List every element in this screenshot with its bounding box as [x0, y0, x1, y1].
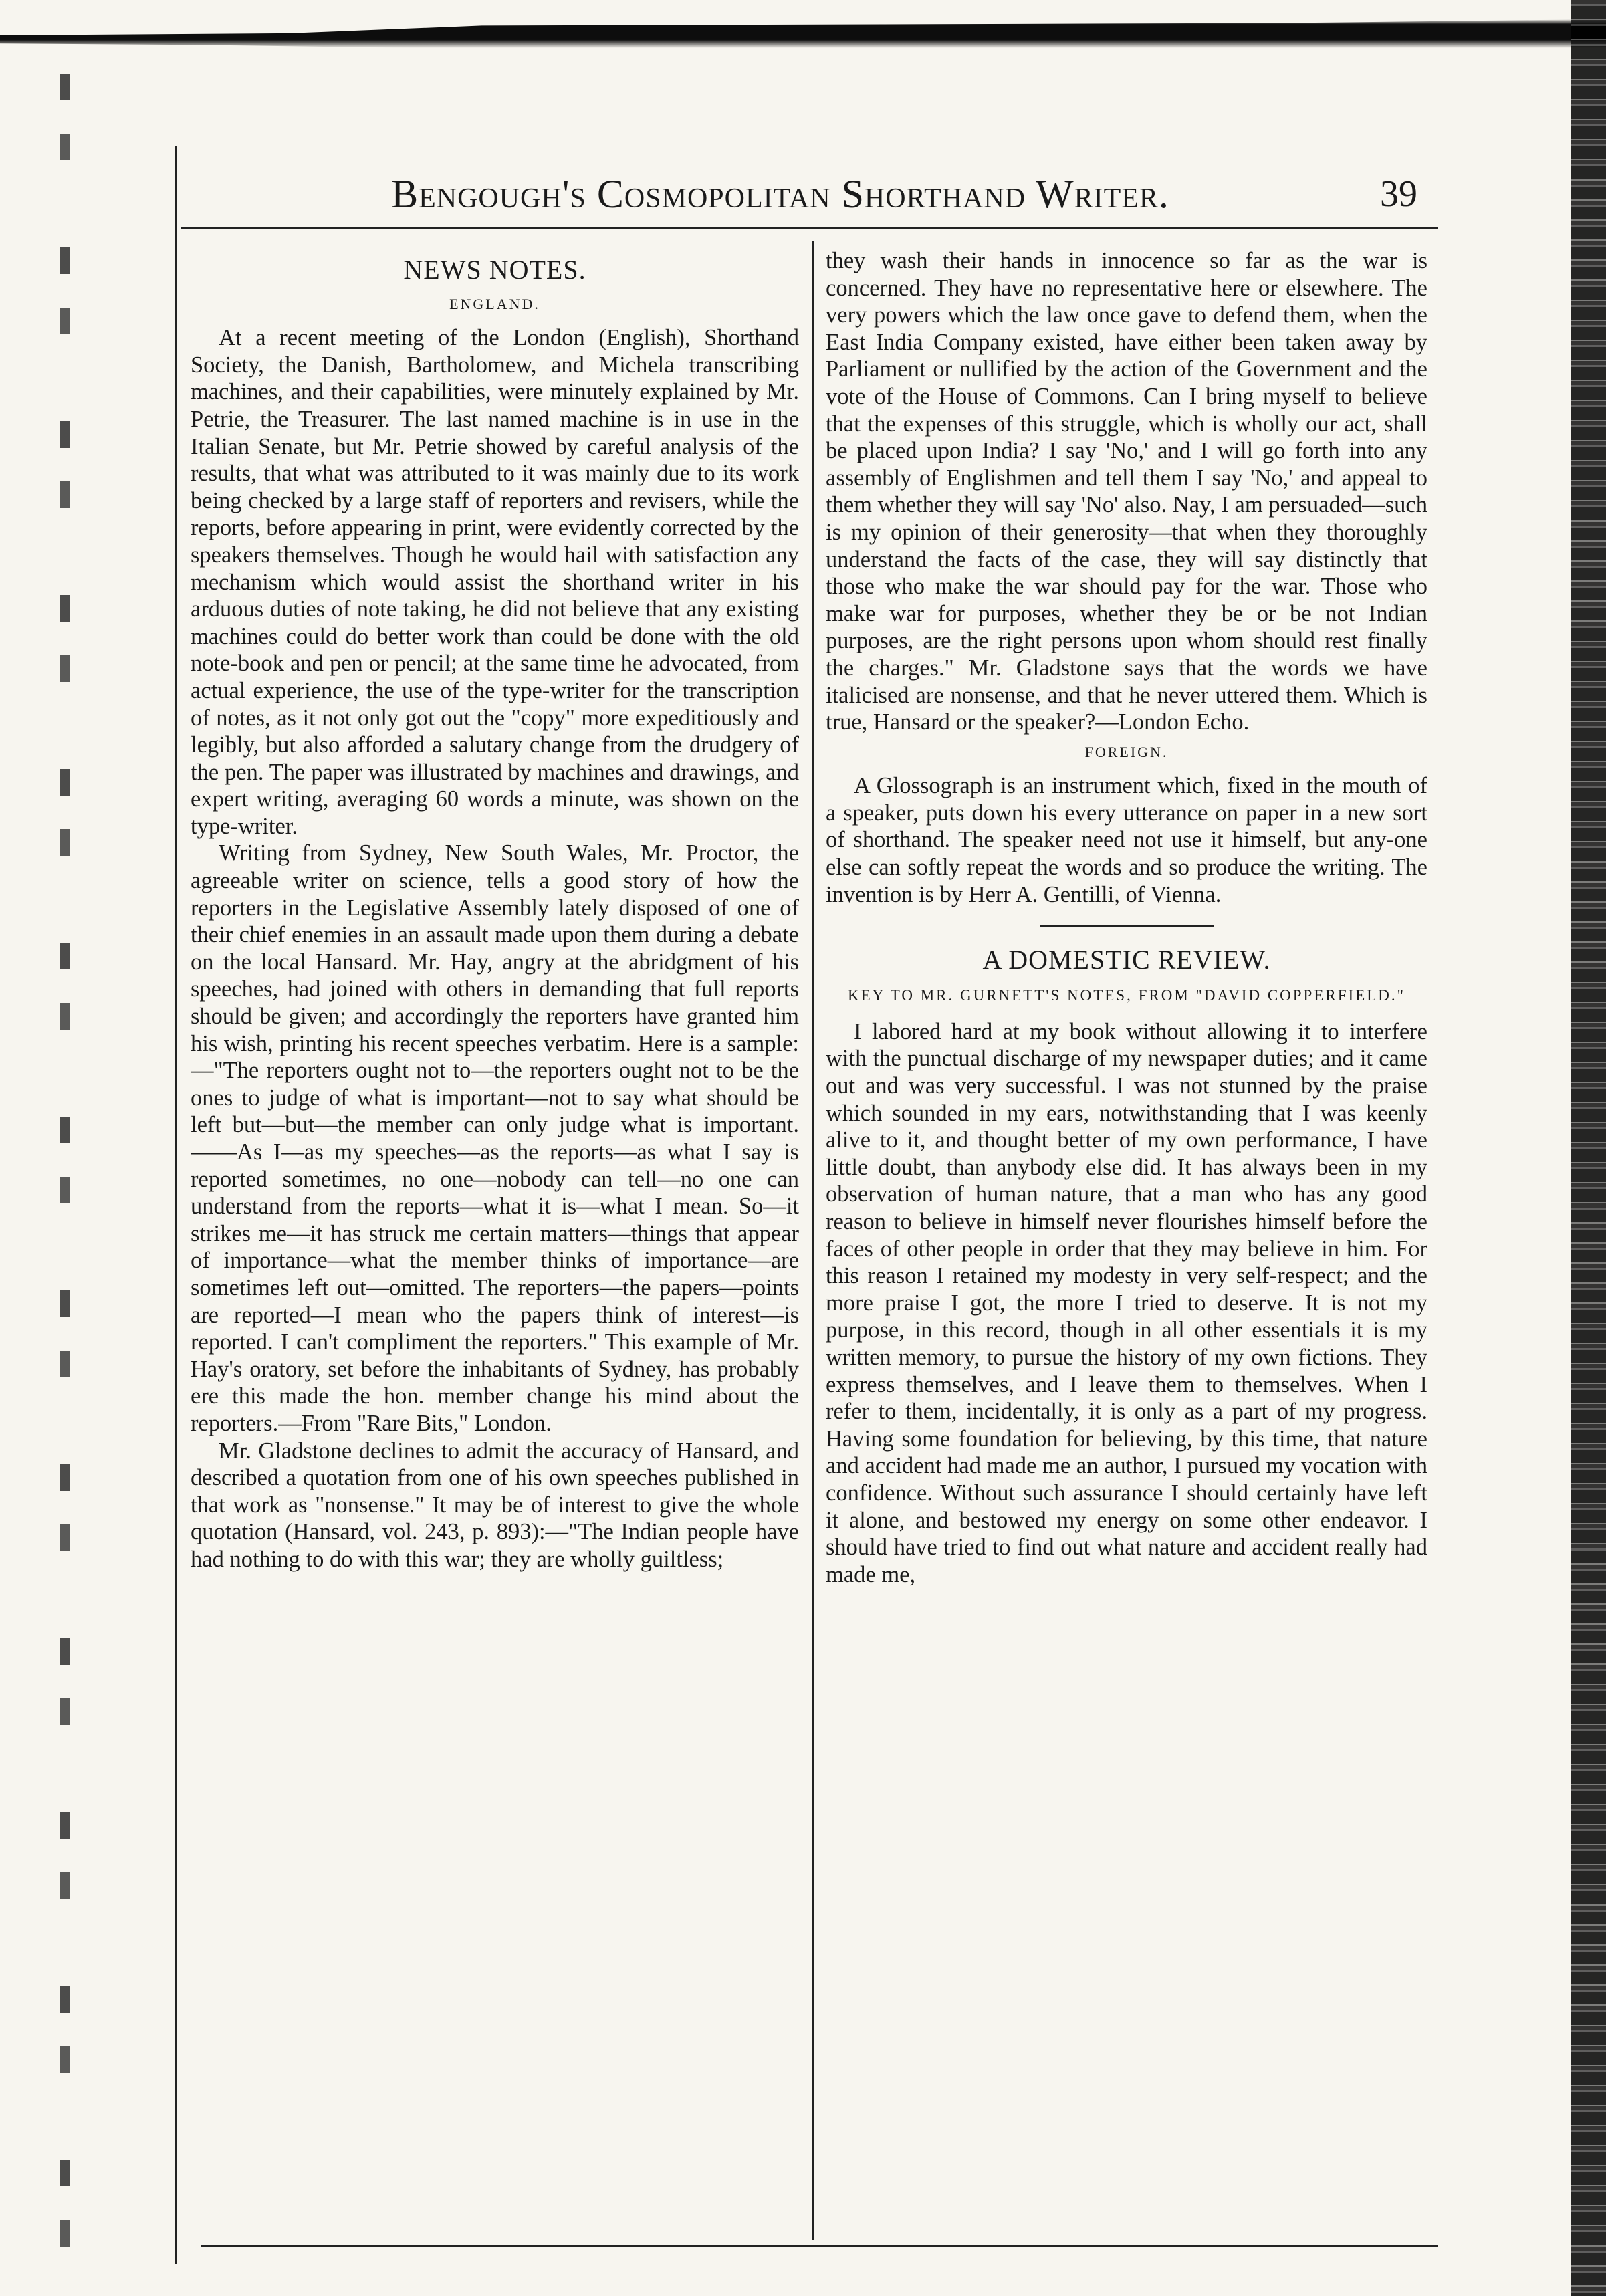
scan-binding-marks — [60, 74, 70, 2287]
scan-right-edge — [1571, 0, 1606, 2296]
paragraph-gladstone: Mr. Gladstone declines to admit the accuracy of Hansard, and described a quotation from one of his own speeches published in that work as "nonsense." It may be of interest to give the whole quotation (Hansard, vol. 243, p. 893):—"The Indian people have had nothing to do with this war; they are wholly guiltless; — [191, 1438, 799, 1572]
column-divider — [812, 241, 814, 2240]
section-divider — [1040, 925, 1214, 927]
paragraph-gladstone-continued: they wash their hands in innocence so far as the war is concerned. They have no representative here or elsewhere. The very powers which the law once gave to defend them, when the East India Company existed, have either been taken away by Parliament or nullified by the action of the Government and the vote of the House of Commons. Can I bring myself to believe that the expenses of this struggle, which is wholly our act, shall be placed upon India? I say 'No,' and I will go forth into any assembly of Englishmen and tell them I say 'No,' and appeal to them whether they will say 'No' also. Nay, I am persuaded—such is my opinion of their generosity—that when they thoroughly understand the facts of the case, they will say distinctly that those who make the war should pay for the war. Those who make war for purposes, whether they be or be not Indian purposes, are the right persons upon whom should rest finally the charges." Mr. Gladstone says that the words we have italicised are nonsense, and that he never uttered them. Which is true, Hansard or the speaker?—London Echo. — [826, 248, 1427, 735]
paragraph-copperfield: I labored hard at my book without allowing it to interfere with the punctual discharge of my newspaper duties; and it came out and was very successful. I was not stunned by the praise which sounded in my ears, notwithstanding that I was keenly alive to it, and thought better of my own performance, I have little doubt, than anybody else did. It has always been in my observation of human nature, that a man who has any good reason to believe in himself never flourishes himself before the faces of other people in order that they may believe in him. For this reason I retained my modesty in very self-respect; and the more praise I got, the more I tried to deserve. It is not my purpose, in this record, though in all other essentials it is my written memory, to pursue the history of my own fictions. They express themselves, and I leave them to themselves. When I refer to them, incidentally, it is only as a part of my progress. Having some foundation for believing, by this time, that nature and accident had made me an author, I pursued my vocation with confidence. Without such assurance I should certainly have left it alone, and bestowed my energy on some other endeavor. I should have tried to find out what nature and accident really had made me, — [826, 1018, 1427, 1587]
paragraph-sydney-hansard: Writing from Sydney, New South Wales, Mr. Proctor, the agreeable writer on science, tells a good story of how the reporters in the Legislative Assembly lately disposed of one of their chief enemies in an assault made upon them during a debate on the local Hansard. Mr. Hay, angry at the abridgment of his speeches, had joined with others in demanding that full reports should be given; and accordingly the reporters have granted him his wish, printing his recent speeches verbatim. Here is a sample:—"The reporters ought not to—the reporters ought not to be the ones to judge of what is important—not to say what should be left but—but—the member can only judge what is important.——As I—as my speeches—as the reports—as what I say is reported sometimes, no one—nobody can tell—no one can understand from the reports—what it is—what I mean. So—it strikes me—it has struck me certain matters—things that appear of importance—what the member thinks of importance—are sometimes left out—omitted. The reporters—the papers—points are reported—I mean who the papers think of interest—is reported. I can't compliment the reporters." This example of Mr. Hay's oratory, set before the inhabitants of Sydney, has probably ere this made the hon. member change his mind about the reporters.—From "Rare Bits," London. — [191, 840, 799, 1436]
paragraph-glossograph: A Glossograph is an instrument which, fixed in the mouth of a speaker, puts down his every utterance on paper in a new sort of shorthand. The speaker need not use it himself, but any-one else can softly repeat the words and so produce the writing. The invention is by Herr A. Gentilli, of Vienna. — [826, 773, 1427, 907]
england-subhead: ENGLAND. — [449, 295, 540, 312]
publication-title: Bengough's Cosmopolitan Shorthand Writer. — [391, 171, 1169, 216]
bottom-rule — [201, 2245, 1438, 2247]
paragraph-london-society: At a recent meeting of the London (English), Shorthand Society, the Danish, Bartholomew, and Michela transcribing machines, and their capabilities, were minutely explained by Mr. Petrie, the Treasurer. The last named machine is in use in the Italian Senate, but Mr. Petrie showed by careful analysis of the results, that what was attributed to it was mainly due to its work being checked by a large staff of reporters and revisers, while the reports, before appearing in print, were evidently corrected by the speakers themselves. Though he would hail with satisfaction any mechanism which would assist the shorthand writer in his arduous duties of note taking, he did not believe that any existing machines could do better work than could be done with the old note-book and pen or pencil; at the same time he advocated, from actual experience, the use of the type-writer for the transcription of notes, as it not only got out the "copy" more expeditiously and legibly, but also afforded a salutary change from the drudgery of the pen. The paper was illustrated by machines and drawings, and expert writing, averaging 60 words a minute, was shown on the type-writer. — [191, 325, 799, 839]
right-column — [826, 247, 1427, 2240]
news-notes-title: NEWS NOTES. — [403, 255, 586, 285]
page-number: 39 — [1380, 173, 1417, 215]
domestic-review-title: A DOMESTIC REVIEW. — [982, 945, 1271, 975]
scan-top-edge — [0, 0, 1606, 64]
key-line: KEY TO MR. GURNETT'S NOTES, FROM "DAVID COPPERFIELD." — [847, 986, 1406, 1004]
left-column — [191, 247, 799, 2240]
running-header — [181, 160, 1438, 229]
foreign-subhead: FOREIGN. — [1084, 743, 1169, 760]
